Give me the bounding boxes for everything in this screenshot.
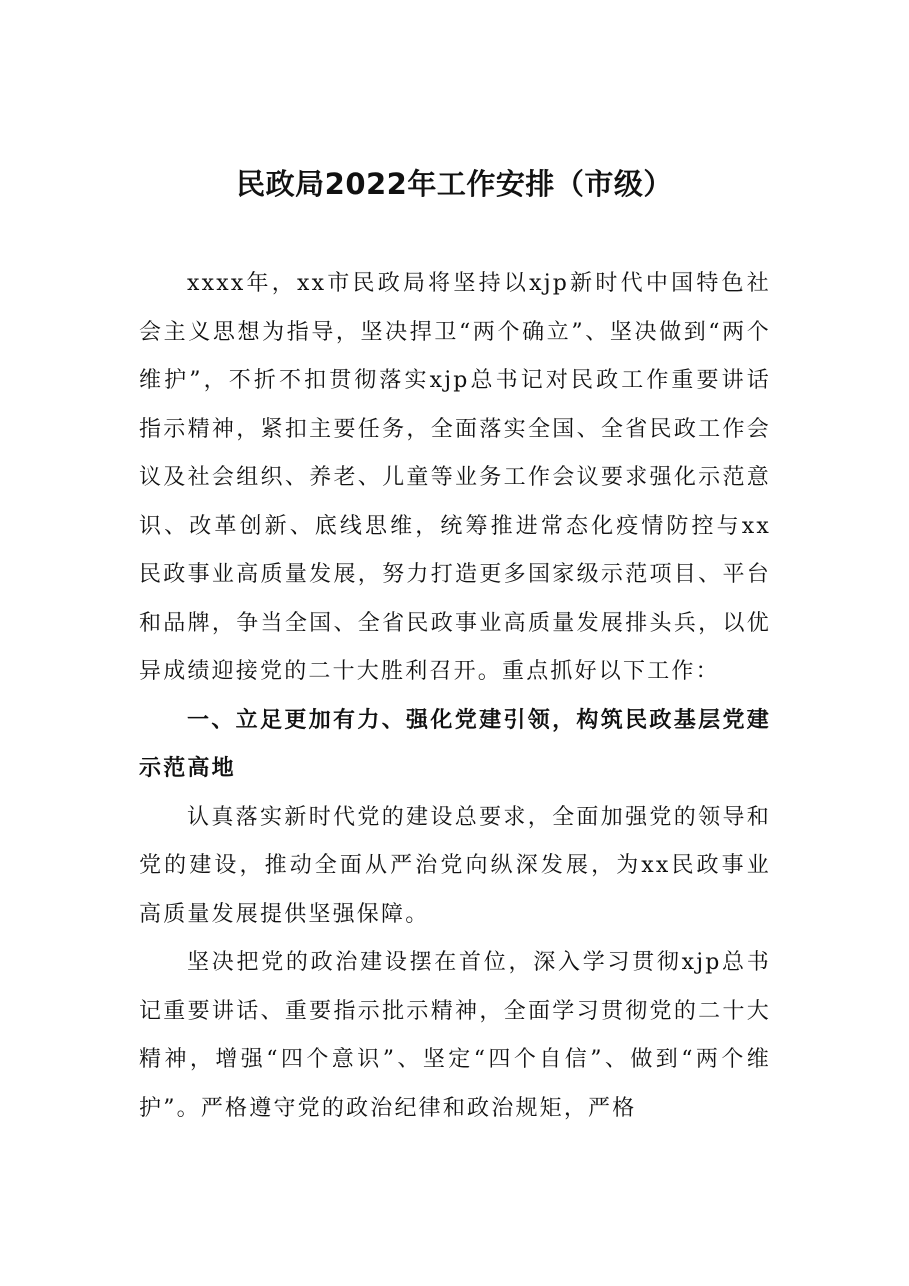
document-body — [139, 260, 771, 1133]
intro-paragraph: xxxx年，xx市民政局将坚持以xjp新时代中国特色社会主义思想为指导，坚决捍卫“两个确立”、坚决做到“两个维护”，不折不扣贯彻落实xjp总书记对民政工作重要讲话指示精神，紧扣主要任务，全面落实全国、全省民政工作会议及社会组织、养老、儿童等业务工作会议要求强化示范意识、改革创新、底线思维，统筹推进常态化疫情防控与xx民政事业高质量发展，努力打造更多国家级示范项目、平台和品牌，争当全国、全省民政事业高质量发展排头兵，以优异成绩迎接党的二十大胜利召开。重点抓好以下工作： — [139, 271, 771, 684]
document-title: 民政局2022年工作安排（市级） — [236, 167, 673, 201]
section-heading-1: 一、立足更加有力、强化党建引领，构筑民政基层党建示范高地 — [139, 707, 771, 781]
section-1-paragraph-2: 坚决把党的政治建设摆在首位，深入学习贯彻xjp总书记重要讲话、重要指示批示精神，全面学习贯彻党的二十大精神，增强“四个意识”、坚定“四个自信”、做到“两个维护”。严格遵守党的政治纪律和政治规矩，严格 — [139, 950, 771, 1121]
section-1-paragraph-1: 认真落实新时代党的建设总要求，全面加强党的领导和党的建设，推动全面从严治党向纵深发展，为xx民政事业高质量发展提供坚强保障。 — [139, 804, 771, 927]
